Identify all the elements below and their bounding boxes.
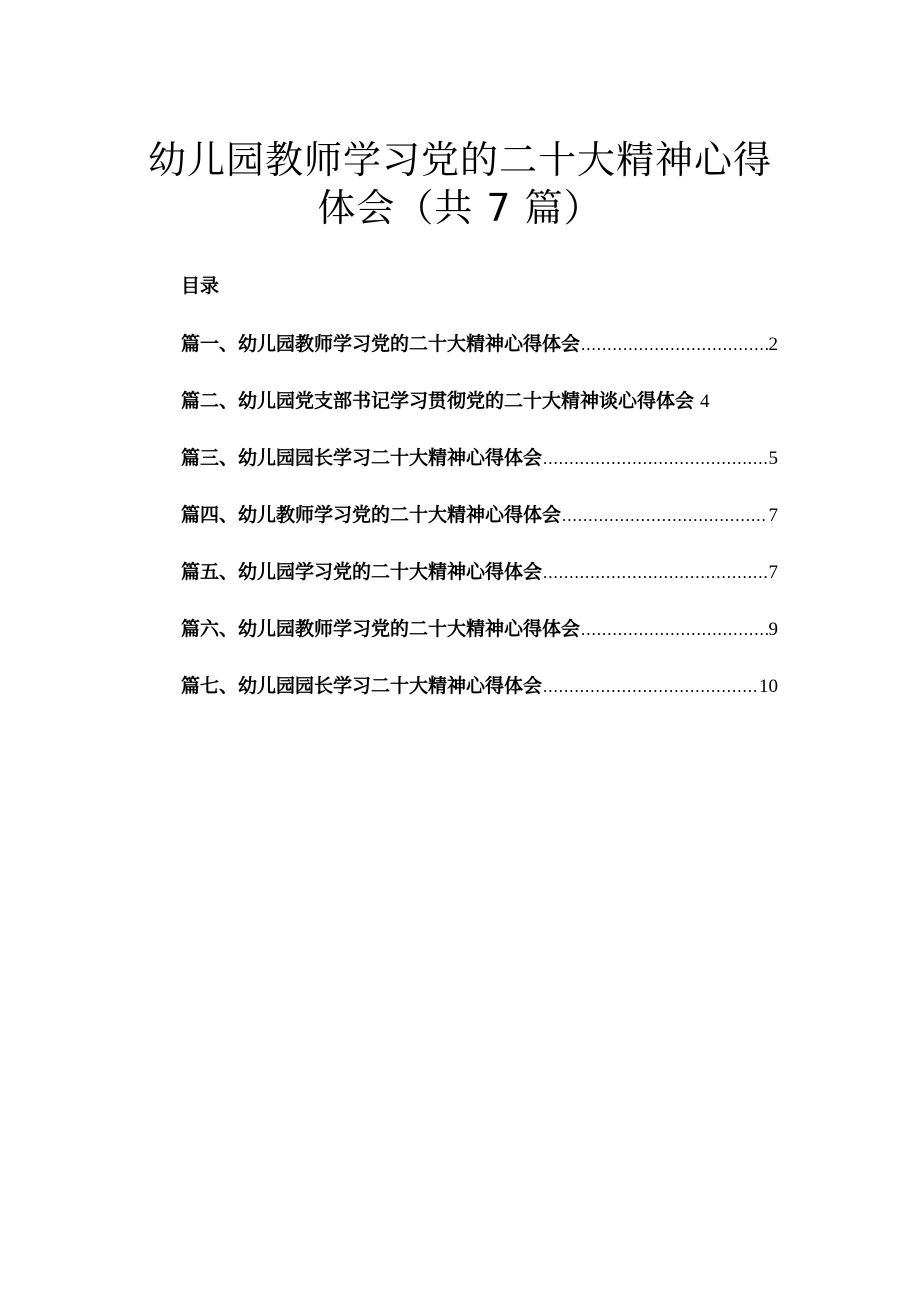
table-of-contents <box>181 331 778 730</box>
toc-entry-6[interactable] <box>181 616 778 673</box>
toc-page-number: 2 <box>768 334 778 355</box>
toc-page-number: 9 <box>768 619 778 640</box>
toc-entry-label: 篇四、幼儿教师学习党的二十大精神心得体会 <box>181 504 562 526</box>
toc-entry-label: 篇六、幼儿园教师学习党的二十大精神心得体会 <box>181 618 581 640</box>
toc-page-number: 10 <box>759 676 778 697</box>
toc-entry-label: 篇一、幼儿园教师学习党的二十大精神心得体会 <box>181 333 581 355</box>
toc-entry-label: 篇三、幼儿园园长学习二十大精神心得体会 <box>181 447 543 469</box>
toc-entry-2[interactable] <box>181 388 778 445</box>
toc-heading: 目录 <box>181 275 220 297</box>
toc-page-number: 7 <box>768 562 778 583</box>
toc-page-number: 5 <box>768 448 778 469</box>
toc-entry-1[interactable] <box>181 331 778 388</box>
toc-entry-7[interactable] <box>181 673 778 730</box>
toc-entry-label: 篇五、幼儿园学习党的二十大精神心得体会 <box>181 561 543 583</box>
toc-entry-4[interactable] <box>181 502 778 559</box>
toc-page-number: 7 <box>768 505 778 526</box>
toc-entry-label: 篇七、幼儿园园长学习二十大精神心得体会 <box>181 675 543 697</box>
toc-dot-leader <box>581 332 767 358</box>
toc-entry-label: 篇二、幼儿园党支部书记学习贯彻党的二十大精神谈心得体会 <box>181 390 695 412</box>
toc-dot-leader <box>562 503 767 529</box>
toc-dot-leader <box>543 674 758 700</box>
document-title-line2: 体会（共 7 篇） <box>317 186 603 230</box>
toc-entry-5[interactable] <box>181 559 778 616</box>
toc-dot-leader <box>581 617 767 643</box>
toc-dot-leader <box>543 560 767 586</box>
toc-entry-3[interactable] <box>181 445 778 502</box>
toc-page-number: 4 <box>700 391 710 412</box>
document-title-line1: 幼儿园教师学习党的二十大精神心得 <box>147 138 772 182</box>
toc-dot-leader <box>543 446 767 472</box>
